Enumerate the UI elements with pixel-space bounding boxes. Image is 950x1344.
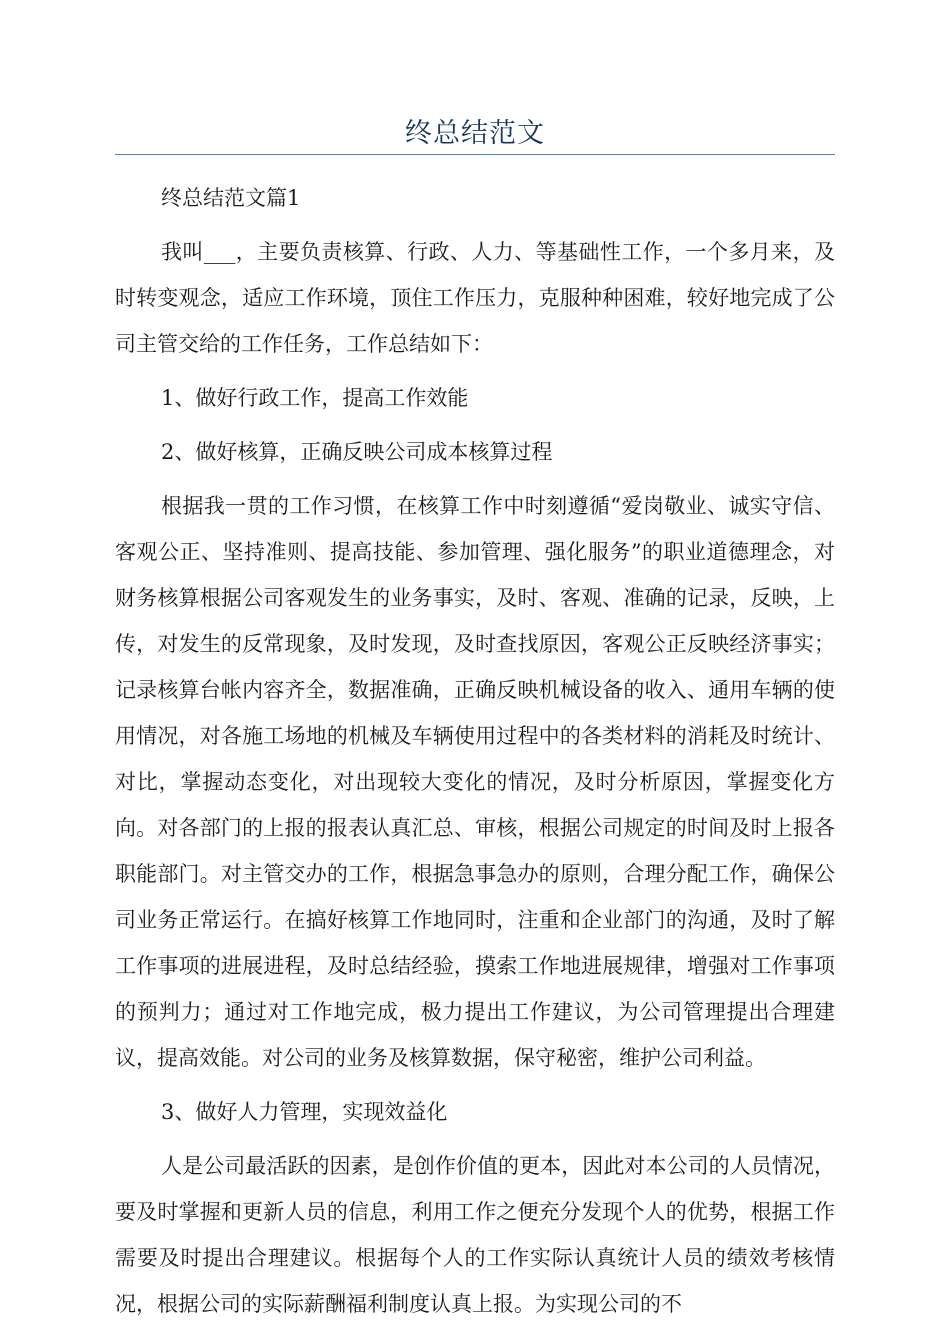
item-heading-2: 2、做好核算，正确反映公司成本核算过程 bbox=[161, 440, 553, 464]
section-heading: 终总结范文篇1 bbox=[161, 186, 301, 210]
paragraph-hr: 人是公司最活跃的因素，是创作价值的更本，因此对本公司的人员情况，要及时掌握和更新人员的信息，利用工作之便充分发现个人的优势，根据工作需要及时提出合理建议。根据每个人的工作实际认真统计人员的绩效考核情况，根据公司的实际薪酬福利制度认真上报。为实现公司的不 bbox=[115, 1154, 835, 1316]
item-heading-1: 1、做好行政工作，提高工作效能 bbox=[161, 386, 469, 410]
document-body bbox=[115, 175, 835, 1335]
paragraph-accounting: 根据我一贯的工作习惯，在核算工作中时刻遵循“爱岗敬业、诚实守信、客观公正、坚持准则、提高技能、参加管理、强化服务”的职业道德理念，对财务核算根据公司客观发生的业务事实，及时、客观、准确的记录，反映，上传，对发生的反常现象，及时发现，及时查找原因，客观公正反映经济事实；记录核算台帐内容齐全，数据准确，正确反映机械设备的收入、通用车辆的使用情况，对各施工场地的机械及车辆使用过程中的各类材料的消耗及时统计、对比，掌握动态变化，对出现较大变化的情况，及时分析原因，掌握变化方向。对各部门的上报的报表认真汇总、审核，根据公司规定的时间及时上报各职能部门。对主管交办的工作，根据急事急办的原则，合理分配工作，确保公司业务正常运行。在搞好核算工作地同时，注重和企业部门的沟通，及时了解工作事项的进展进程，及时总结经验，摸索工作地进展规律，增强对工作事项的预判力；通过对工作地完成，极力提出工作建议，为公司管理提出合理建议，提高效能。对公司的业务及核算数据，保守秘密，维护公司利益。 bbox=[115, 494, 835, 1070]
title-underline bbox=[115, 154, 835, 155]
paragraph-intro: 我叫___，主要负责核算、行政、人力、等基础性工作，一个多月来，及时转变观念，适应工作环境，顶住工作压力，克服种种困难，较好地完成了公司主管交给的工作任务，工作总结如下： bbox=[115, 240, 835, 356]
document-title: 终总结范文 bbox=[405, 118, 545, 149]
item-heading-3: 3、做好人力管理，实现效益化 bbox=[161, 1100, 448, 1124]
